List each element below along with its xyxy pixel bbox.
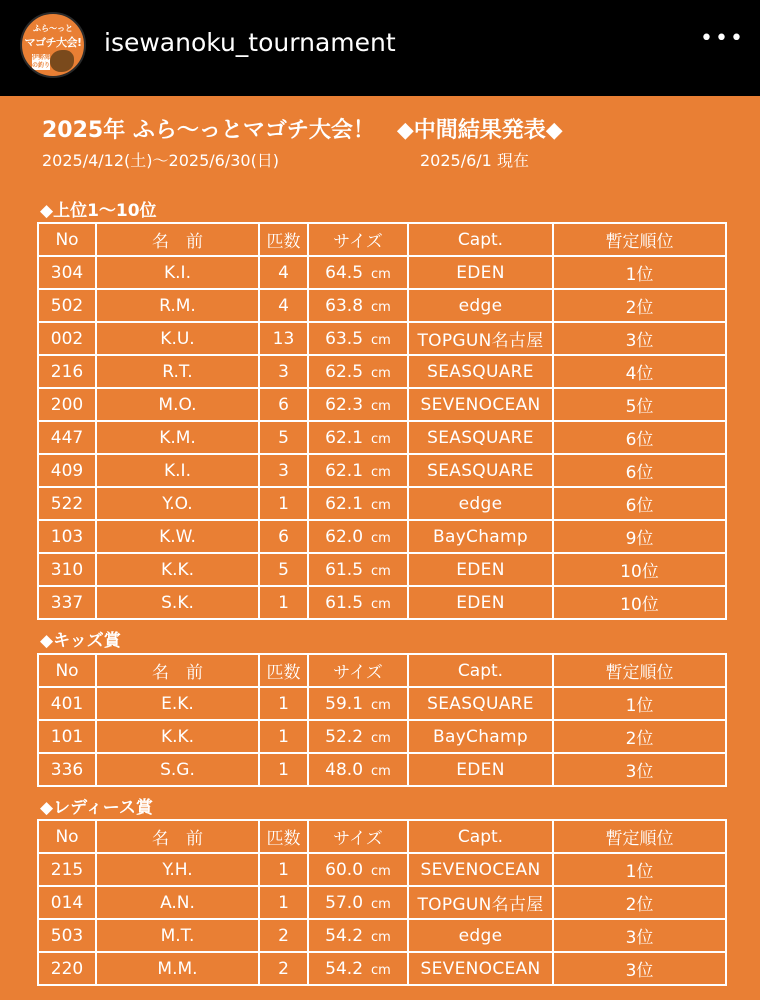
header-size: サイズ	[308, 223, 408, 256]
size-unit: cm	[371, 464, 391, 480]
table-header-row	[38, 654, 726, 687]
catch-count: 3	[259, 355, 308, 388]
table-header-row	[38, 223, 726, 256]
table-row	[38, 553, 726, 586]
angler-name: R.T.	[96, 355, 259, 388]
size-unit: cm	[371, 929, 391, 945]
captain-team: SEASQUARE	[408, 687, 553, 720]
section-title-kids: ◆キッズ賞	[40, 631, 121, 651]
entry-number: 447	[38, 421, 96, 454]
header-rank: 暫定順位	[553, 223, 726, 256]
catch-size	[308, 919, 408, 952]
fish-icon	[50, 50, 74, 72]
catch-count: 13	[259, 322, 308, 355]
section-title-top10: ◆上位1〜10位	[40, 201, 157, 221]
size-value: 48.0	[325, 759, 364, 780]
catch-count: 1	[259, 687, 308, 720]
header-count: 匹数	[259, 820, 308, 853]
catch-count: 6	[259, 520, 308, 553]
catch-size	[308, 886, 408, 919]
catch-count: 5	[259, 553, 308, 586]
header-count: 匹数	[259, 654, 308, 687]
provisional-rank: 6位	[553, 454, 726, 487]
header-capt: Capt.	[408, 654, 553, 687]
angler-name: R.M.	[96, 289, 259, 322]
angler-name: K.I.	[96, 454, 259, 487]
provisional-rank: 3位	[553, 322, 726, 355]
header-rank: 暫定順位	[553, 654, 726, 687]
captain-team: EDEN	[408, 586, 553, 619]
more-horizontal-icon[interactable]: •••	[700, 26, 745, 51]
catch-count: 1	[259, 720, 308, 753]
entry-number: 220	[38, 952, 96, 985]
captain-team: TOPGUN名古屋	[408, 322, 553, 355]
table-row	[38, 753, 726, 786]
angler-name: A.N.	[96, 886, 259, 919]
provisional-rank: 10位	[553, 586, 726, 619]
header-name: 名 前	[96, 654, 259, 687]
catch-count: 5	[259, 421, 308, 454]
kids-table	[37, 653, 727, 787]
entry-number: 216	[38, 355, 96, 388]
catch-count: 6	[259, 388, 308, 421]
size-unit: cm	[371, 299, 391, 315]
catch-count: 4	[259, 256, 308, 289]
table-row	[38, 454, 726, 487]
entry-number: 502	[38, 289, 96, 322]
catch-size	[308, 753, 408, 786]
entry-number: 310	[38, 553, 96, 586]
angler-name: S.G.	[96, 753, 259, 786]
as-of-date: 2025/6/1 現在	[420, 151, 529, 170]
table-row	[38, 687, 726, 720]
captain-team: SEVENOCEAN	[408, 952, 553, 985]
catch-count: 2	[259, 919, 308, 952]
account-name[interactable]: isewanoku_tournament	[104, 28, 396, 57]
header-no: No	[38, 820, 96, 853]
provisional-rank: 2位	[553, 720, 726, 753]
entry-number: 401	[38, 687, 96, 720]
captain-team: SEVENOCEAN	[408, 853, 553, 886]
captain-team: EDEN	[408, 256, 553, 289]
angler-name: K.W.	[96, 520, 259, 553]
catch-size	[308, 388, 408, 421]
angler-name: E.K.	[96, 687, 259, 720]
size-unit: cm	[371, 962, 391, 978]
size-unit: cm	[371, 332, 391, 348]
tournament-period: 2025/4/12(土)〜2025/6/30(日)	[42, 151, 280, 170]
provisional-rank: 6位	[553, 421, 726, 454]
catch-size	[308, 520, 408, 553]
entry-number: 409	[38, 454, 96, 487]
entry-number: 200	[38, 388, 96, 421]
size-value: 63.8	[325, 295, 364, 316]
angler-name: S.K.	[96, 586, 259, 619]
header-rank: 暫定順位	[553, 820, 726, 853]
size-value: 62.3	[325, 394, 364, 415]
table-row	[38, 586, 726, 619]
entry-number: 337	[38, 586, 96, 619]
header-name: 名 前	[96, 223, 259, 256]
angler-name: K.M.	[96, 421, 259, 454]
size-unit: cm	[371, 896, 391, 912]
catch-count: 3	[259, 454, 308, 487]
angler-name: M.M.	[96, 952, 259, 985]
size-value: 54.2	[325, 925, 364, 946]
captain-team: edge	[408, 289, 553, 322]
size-value: 64.5	[325, 262, 364, 283]
entry-number: 215	[38, 853, 96, 886]
table-row	[38, 886, 726, 919]
entry-number: 002	[38, 322, 96, 355]
size-value: 54.2	[325, 958, 364, 979]
size-unit: cm	[371, 365, 391, 381]
provisional-rank: 1位	[553, 853, 726, 886]
size-value: 61.5	[325, 592, 364, 613]
table-row	[38, 256, 726, 289]
captain-team: edge	[408, 919, 553, 952]
catch-count: 1	[259, 853, 308, 886]
size-value: 57.0	[325, 892, 364, 913]
provisional-rank: 10位	[553, 553, 726, 586]
provisional-rank: 9位	[553, 520, 726, 553]
provisional-rank: 3位	[553, 753, 726, 786]
header-name: 名 前	[96, 820, 259, 853]
header-no: No	[38, 654, 96, 687]
table-header-row	[38, 820, 726, 853]
table-row	[38, 919, 726, 952]
catch-count: 4	[259, 289, 308, 322]
size-value: 62.1	[325, 460, 364, 481]
catch-size	[308, 720, 408, 753]
size-value: 59.1	[325, 693, 364, 714]
table-row	[38, 952, 726, 985]
size-value: 60.0	[325, 859, 364, 880]
captain-team: SEASQUARE	[408, 421, 553, 454]
captain-team: TOPGUN名古屋	[408, 886, 553, 919]
size-unit: cm	[371, 596, 391, 612]
size-value: 52.2	[325, 726, 364, 747]
size-value: 63.5	[325, 328, 364, 349]
size-unit: cm	[371, 763, 391, 779]
entry-number: 336	[38, 753, 96, 786]
size-unit: cm	[371, 563, 391, 579]
ladies-table	[37, 819, 727, 986]
table-row	[38, 289, 726, 322]
captain-team: SEVENOCEAN	[408, 388, 553, 421]
table-row	[38, 487, 726, 520]
table-row	[38, 720, 726, 753]
section-title-ladies: ◆レディース賞	[40, 798, 153, 818]
header-capt: Capt.	[408, 820, 553, 853]
angler-name: Y.H.	[96, 853, 259, 886]
table-row	[38, 355, 726, 388]
entry-number: 014	[38, 886, 96, 919]
catch-size	[308, 553, 408, 586]
size-unit: cm	[371, 266, 391, 282]
entry-number: 304	[38, 256, 96, 289]
catch-size	[308, 256, 408, 289]
captain-team: SEASQUARE	[408, 454, 553, 487]
entry-number: 103	[38, 520, 96, 553]
avatar-text-main: マゴチ大会!	[24, 36, 82, 49]
angler-name: M.O.	[96, 388, 259, 421]
captain-team: BayChamp	[408, 520, 553, 553]
size-unit: cm	[371, 431, 391, 447]
avatar-tag: 伊勢湾の釣り	[32, 54, 51, 69]
size-value: 62.1	[325, 427, 364, 448]
size-unit: cm	[371, 730, 391, 746]
provisional-rank: 3位	[553, 919, 726, 952]
captain-team: edge	[408, 487, 553, 520]
table-row	[38, 388, 726, 421]
size-value: 62.5	[325, 361, 364, 382]
captain-team: SEASQUARE	[408, 355, 553, 388]
size-value: 62.0	[325, 526, 364, 547]
catch-count: 1	[259, 487, 308, 520]
catch-size	[308, 454, 408, 487]
size-unit: cm	[371, 497, 391, 513]
size-unit: cm	[371, 530, 391, 546]
provisional-rank: 6位	[553, 487, 726, 520]
size-unit: cm	[371, 398, 391, 414]
catch-count: 2	[259, 952, 308, 985]
header-no: No	[38, 223, 96, 256]
table-row	[38, 520, 726, 553]
avatar-text-top: ふら〜っと	[33, 24, 73, 33]
poster-title: 2025年 ふら〜っとマゴチ大会！ ◆中間結果発表◆	[42, 118, 563, 143]
catch-size	[308, 355, 408, 388]
provisional-rank: 3位	[553, 952, 726, 985]
entry-number: 522	[38, 487, 96, 520]
provisional-rank: 2位	[553, 289, 726, 322]
size-value: 62.1	[325, 493, 364, 514]
angler-name: K.K.	[96, 553, 259, 586]
entry-number: 503	[38, 919, 96, 952]
size-value: 61.5	[325, 559, 364, 580]
header-size: サイズ	[308, 820, 408, 853]
angler-name: M.T.	[96, 919, 259, 952]
provisional-rank: 1位	[553, 256, 726, 289]
captain-team: EDEN	[408, 553, 553, 586]
post-header	[0, 0, 760, 96]
table-row	[38, 322, 726, 355]
catch-size	[308, 853, 408, 886]
provisional-rank: 5位	[553, 388, 726, 421]
captain-team: BayChamp	[408, 720, 553, 753]
angler-name: Y.O.	[96, 487, 259, 520]
angler-name: K.U.	[96, 322, 259, 355]
catch-size	[308, 586, 408, 619]
provisional-rank: 1位	[553, 687, 726, 720]
catch-size	[308, 322, 408, 355]
size-unit: cm	[371, 697, 391, 713]
avatar[interactable]	[20, 12, 86, 78]
header-count: 匹数	[259, 223, 308, 256]
entry-number: 101	[38, 720, 96, 753]
catch-count: 1	[259, 586, 308, 619]
catch-size	[308, 487, 408, 520]
catch-count: 1	[259, 886, 308, 919]
top10-table	[37, 222, 727, 620]
size-unit: cm	[371, 863, 391, 879]
table-row	[38, 421, 726, 454]
catch-size	[308, 952, 408, 985]
catch-size	[308, 289, 408, 322]
provisional-rank: 4位	[553, 355, 726, 388]
table-row	[38, 853, 726, 886]
catch-size	[308, 421, 408, 454]
header-capt: Capt.	[408, 223, 553, 256]
catch-count: 1	[259, 753, 308, 786]
angler-name: K.I.	[96, 256, 259, 289]
angler-name: K.K.	[96, 720, 259, 753]
catch-size	[308, 687, 408, 720]
captain-team: EDEN	[408, 753, 553, 786]
provisional-rank: 2位	[553, 886, 726, 919]
header-size: サイズ	[308, 654, 408, 687]
